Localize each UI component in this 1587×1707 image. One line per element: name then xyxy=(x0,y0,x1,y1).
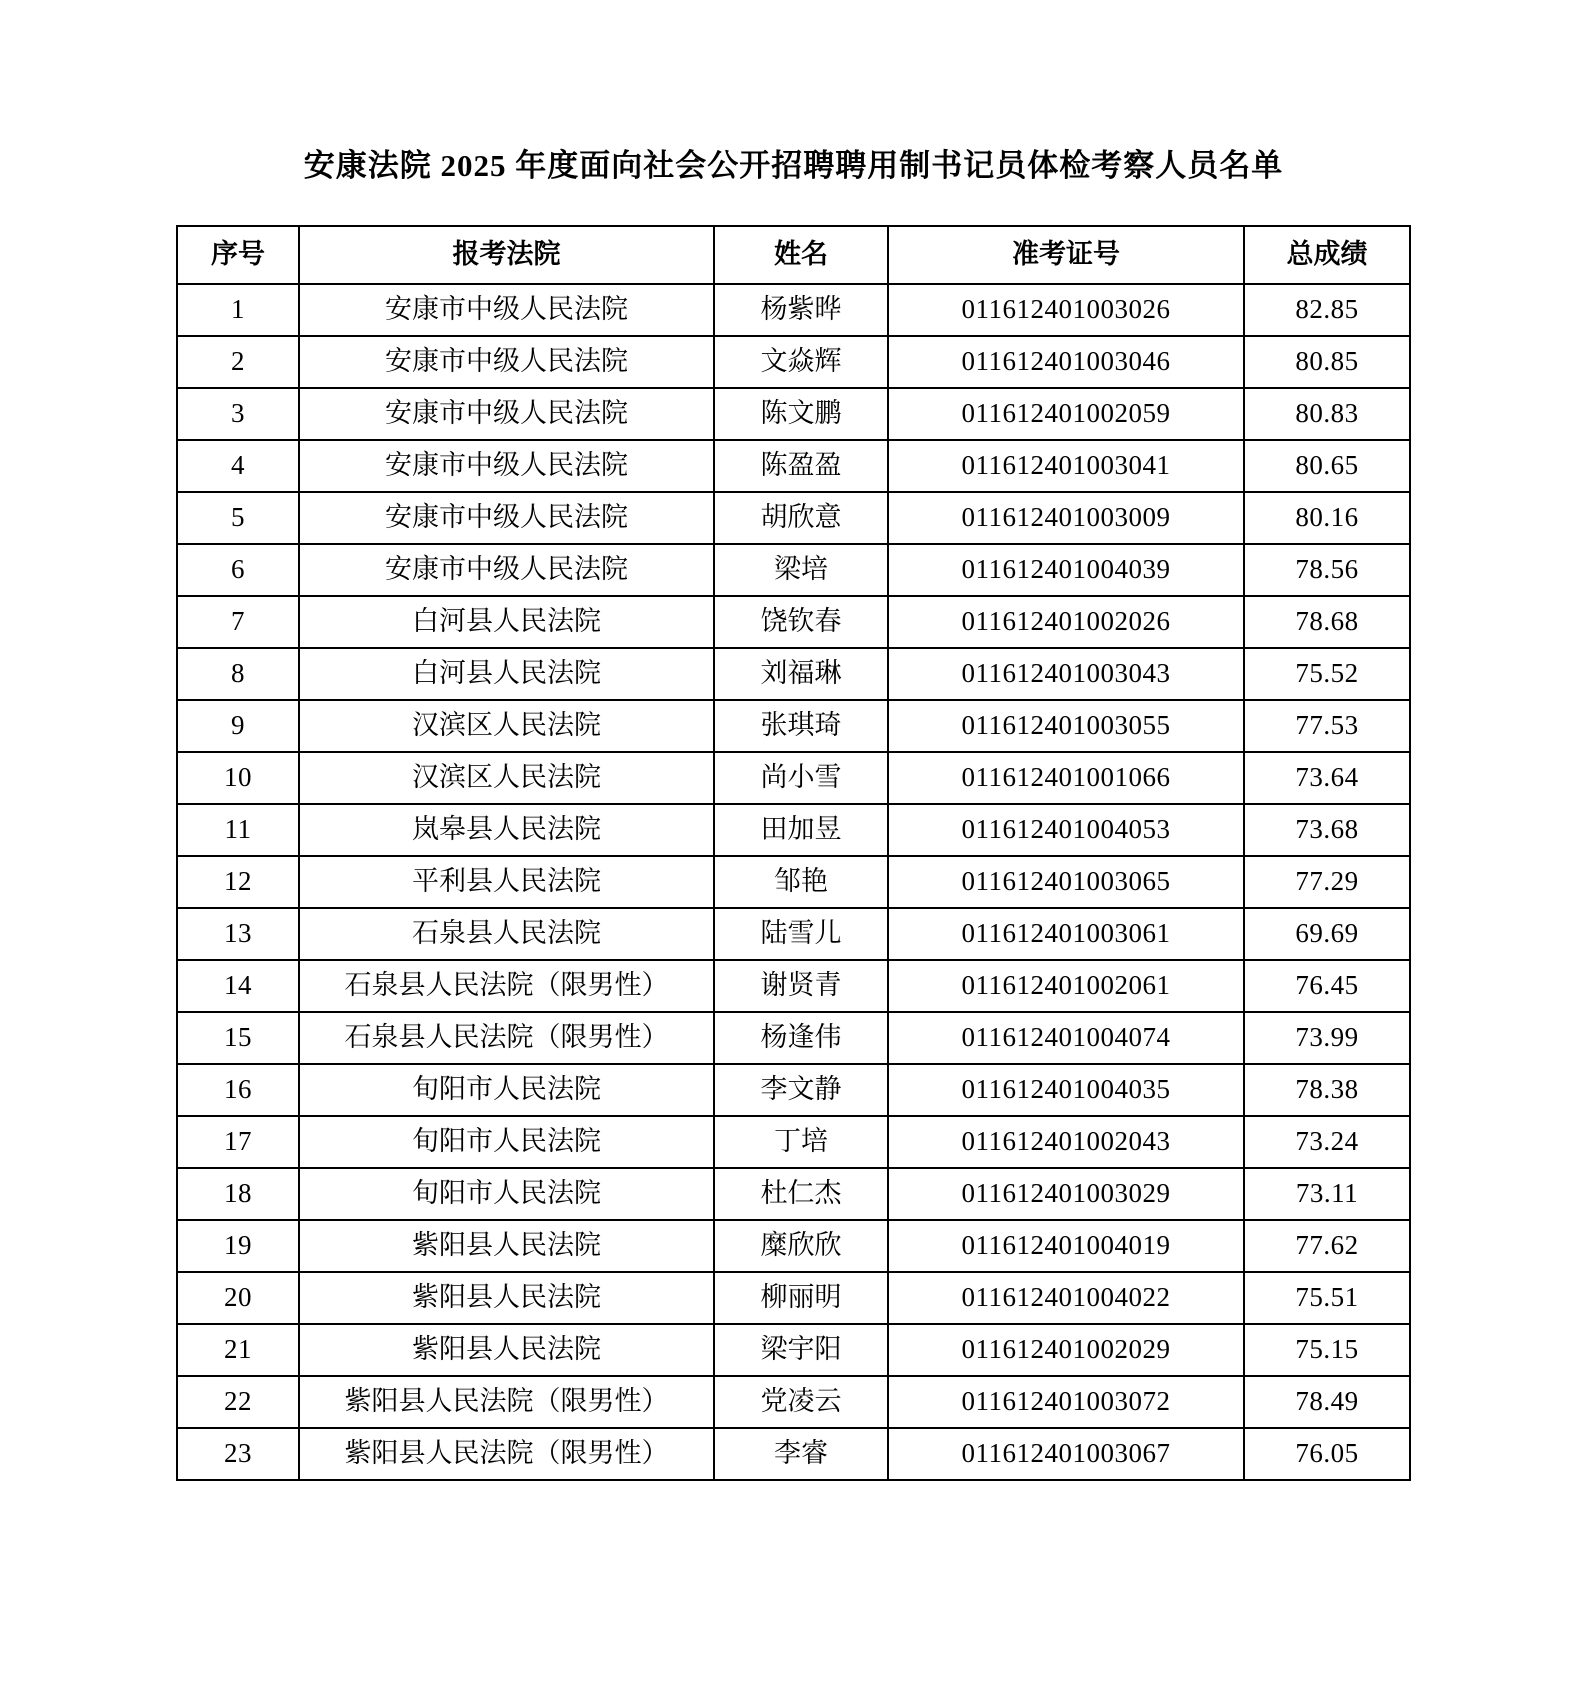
name-cell: 陈文鹏 xyxy=(714,388,888,440)
exam-no-cell: 011612401002059 xyxy=(888,388,1244,440)
row-index-cell: 5 xyxy=(177,492,299,544)
table-row xyxy=(177,1064,1410,1116)
name-cell: 饶钦春 xyxy=(714,596,888,648)
name-cell: 柳丽明 xyxy=(714,1272,888,1324)
score-cell: 77.62 xyxy=(1244,1220,1410,1272)
court-cell: 安康市中级人民法院 xyxy=(299,440,714,492)
name-cell: 张琪琦 xyxy=(714,700,888,752)
row-index-cell: 3 xyxy=(177,388,299,440)
court-cell: 安康市中级人民法院 xyxy=(299,388,714,440)
table-row xyxy=(177,440,1410,492)
score-cell: 78.68 xyxy=(1244,596,1410,648)
row-index-cell: 20 xyxy=(177,1272,299,1324)
table-row xyxy=(177,1272,1410,1324)
name-cell: 田加昱 xyxy=(714,804,888,856)
row-index-cell: 16 xyxy=(177,1064,299,1116)
court-cell: 安康市中级人民法院 xyxy=(299,544,714,596)
row-index-cell: 4 xyxy=(177,440,299,492)
table-row xyxy=(177,648,1410,700)
court-cell: 紫阳县人民法院（限男性） xyxy=(299,1376,714,1428)
page-title: 安康法院 2025 年度面向社会公开招聘聘用制书记员体检考察人员名单 xyxy=(303,148,1284,183)
row-index-cell: 2 xyxy=(177,336,299,388)
name-cell: 邹艳 xyxy=(714,856,888,908)
row-index-cell: 14 xyxy=(177,960,299,1012)
row-index-cell: 15 xyxy=(177,1012,299,1064)
row-index-cell: 9 xyxy=(177,700,299,752)
court-cell: 石泉县人民法院（限男性） xyxy=(299,960,714,1012)
court-cell: 汉滨区人民法院 xyxy=(299,700,714,752)
score-cell: 77.53 xyxy=(1244,700,1410,752)
court-cell: 安康市中级人民法院 xyxy=(299,336,714,388)
score-cell: 77.29 xyxy=(1244,856,1410,908)
table-row xyxy=(177,284,1410,336)
court-cell: 石泉县人民法院（限男性） xyxy=(299,1012,714,1064)
court-cell: 白河县人民法院 xyxy=(299,596,714,648)
row-index-cell: 21 xyxy=(177,1324,299,1376)
name-cell: 党凌云 xyxy=(714,1376,888,1428)
row-index-cell: 19 xyxy=(177,1220,299,1272)
table-row xyxy=(177,492,1410,544)
table-row xyxy=(177,856,1410,908)
court-cell: 紫阳县人民法院 xyxy=(299,1324,714,1376)
court-cell: 汉滨区人民法院 xyxy=(299,752,714,804)
exam-no-cell: 011612401001066 xyxy=(888,752,1244,804)
table-row xyxy=(177,336,1410,388)
score-cell: 78.56 xyxy=(1244,544,1410,596)
name-cell: 梁宇阳 xyxy=(714,1324,888,1376)
exam-no-cell: 011612401003065 xyxy=(888,856,1244,908)
exam-no-cell: 011612401004019 xyxy=(888,1220,1244,1272)
table-row xyxy=(177,804,1410,856)
exam-no-cell: 011612401003026 xyxy=(888,284,1244,336)
name-cell: 杨紫晔 xyxy=(714,284,888,336)
name-cell: 丁培 xyxy=(714,1116,888,1168)
name-cell: 文焱辉 xyxy=(714,336,888,388)
table-row xyxy=(177,960,1410,1012)
court-cell: 紫阳县人民法院 xyxy=(299,1220,714,1272)
table-row xyxy=(177,1376,1410,1428)
exam-no-cell: 011612401003046 xyxy=(888,336,1244,388)
row-index-cell: 6 xyxy=(177,544,299,596)
court-cell: 旬阳市人民法院 xyxy=(299,1116,714,1168)
table-row xyxy=(177,1168,1410,1220)
row-index-cell: 10 xyxy=(177,752,299,804)
row-index-cell: 11 xyxy=(177,804,299,856)
score-cell: 76.45 xyxy=(1244,960,1410,1012)
exam-no-cell: 011612401004039 xyxy=(888,544,1244,596)
name-cell: 李睿 xyxy=(714,1428,888,1480)
court-cell: 白河县人民法院 xyxy=(299,648,714,700)
table-row xyxy=(177,544,1410,596)
exam-no-cell: 011612401002061 xyxy=(888,960,1244,1012)
exam-no-cell: 011612401003055 xyxy=(888,700,1244,752)
name-cell: 杜仁杰 xyxy=(714,1168,888,1220)
table-row xyxy=(177,700,1410,752)
exam-no-cell: 011612401003072 xyxy=(888,1376,1244,1428)
court-cell: 安康市中级人民法院 xyxy=(299,492,714,544)
exam-no-cell: 011612401003061 xyxy=(888,908,1244,960)
table-header-row xyxy=(177,226,1410,284)
exam-no-cell: 011612401004053 xyxy=(888,804,1244,856)
score-cell: 73.24 xyxy=(1244,1116,1410,1168)
score-cell: 80.65 xyxy=(1244,440,1410,492)
exam-no-cell: 011612401004074 xyxy=(888,1012,1244,1064)
score-cell: 69.69 xyxy=(1244,908,1410,960)
name-cell: 杨逢伟 xyxy=(714,1012,888,1064)
row-index-cell: 13 xyxy=(177,908,299,960)
score-cell: 76.05 xyxy=(1244,1428,1410,1480)
col-header-name: 姓名 xyxy=(714,226,888,284)
col-header-no: 序号 xyxy=(177,226,299,284)
name-cell: 糜欣欣 xyxy=(714,1220,888,1272)
name-cell: 李文静 xyxy=(714,1064,888,1116)
score-cell: 75.52 xyxy=(1244,648,1410,700)
exam-no-cell: 011612401003009 xyxy=(888,492,1244,544)
table-row xyxy=(177,1012,1410,1064)
court-cell: 紫阳县人民法院（限男性） xyxy=(299,1428,714,1480)
exam-no-cell: 011612401003041 xyxy=(888,440,1244,492)
court-cell: 岚皋县人民法院 xyxy=(299,804,714,856)
candidate-roster-table xyxy=(176,225,1411,1481)
row-index-cell: 7 xyxy=(177,596,299,648)
exam-no-cell: 011612401003067 xyxy=(888,1428,1244,1480)
table-row xyxy=(177,596,1410,648)
exam-no-cell: 011612401004035 xyxy=(888,1064,1244,1116)
score-cell: 75.15 xyxy=(1244,1324,1410,1376)
score-cell: 73.68 xyxy=(1244,804,1410,856)
table-row xyxy=(177,1324,1410,1376)
name-cell: 胡欣意 xyxy=(714,492,888,544)
court-cell: 安康市中级人民法院 xyxy=(299,284,714,336)
exam-no-cell: 011612401002043 xyxy=(888,1116,1244,1168)
exam-no-cell: 011612401003043 xyxy=(888,648,1244,700)
court-cell: 石泉县人民法院 xyxy=(299,908,714,960)
name-cell: 陆雪儿 xyxy=(714,908,888,960)
exam-no-cell: 011612401004022 xyxy=(888,1272,1244,1324)
name-cell: 梁培 xyxy=(714,544,888,596)
court-cell: 平利县人民法院 xyxy=(299,856,714,908)
score-cell: 73.11 xyxy=(1244,1168,1410,1220)
score-cell: 78.38 xyxy=(1244,1064,1410,1116)
score-cell: 80.16 xyxy=(1244,492,1410,544)
table-row xyxy=(177,1116,1410,1168)
court-cell: 旬阳市人民法院 xyxy=(299,1064,714,1116)
name-cell: 谢贤青 xyxy=(714,960,888,1012)
row-index-cell: 17 xyxy=(177,1116,299,1168)
table-row xyxy=(177,1220,1410,1272)
score-cell: 78.49 xyxy=(1244,1376,1410,1428)
col-header-exam-no: 准考证号 xyxy=(888,226,1244,284)
table-row xyxy=(177,752,1410,804)
score-cell: 82.85 xyxy=(1244,284,1410,336)
score-cell: 80.85 xyxy=(1244,336,1410,388)
exam-no-cell: 011612401002026 xyxy=(888,596,1244,648)
score-cell: 73.99 xyxy=(1244,1012,1410,1064)
exam-no-cell: 011612401002029 xyxy=(888,1324,1244,1376)
row-index-cell: 18 xyxy=(177,1168,299,1220)
name-cell: 尚小雪 xyxy=(714,752,888,804)
court-cell: 旬阳市人民法院 xyxy=(299,1168,714,1220)
table-row xyxy=(177,1428,1410,1480)
col-header-court: 报考法院 xyxy=(299,226,714,284)
row-index-cell: 23 xyxy=(177,1428,299,1480)
score-cell: 73.64 xyxy=(1244,752,1410,804)
table-row xyxy=(177,388,1410,440)
row-index-cell: 12 xyxy=(177,856,299,908)
name-cell: 陈盈盈 xyxy=(714,440,888,492)
row-index-cell: 22 xyxy=(177,1376,299,1428)
score-cell: 75.51 xyxy=(1244,1272,1410,1324)
score-cell: 80.83 xyxy=(1244,388,1410,440)
exam-no-cell: 011612401003029 xyxy=(888,1168,1244,1220)
col-header-score: 总成绩 xyxy=(1244,226,1410,284)
row-index-cell: 1 xyxy=(177,284,299,336)
name-cell: 刘福琳 xyxy=(714,648,888,700)
court-cell: 紫阳县人民法院 xyxy=(299,1272,714,1324)
row-index-cell: 8 xyxy=(177,648,299,700)
table-row xyxy=(177,908,1410,960)
